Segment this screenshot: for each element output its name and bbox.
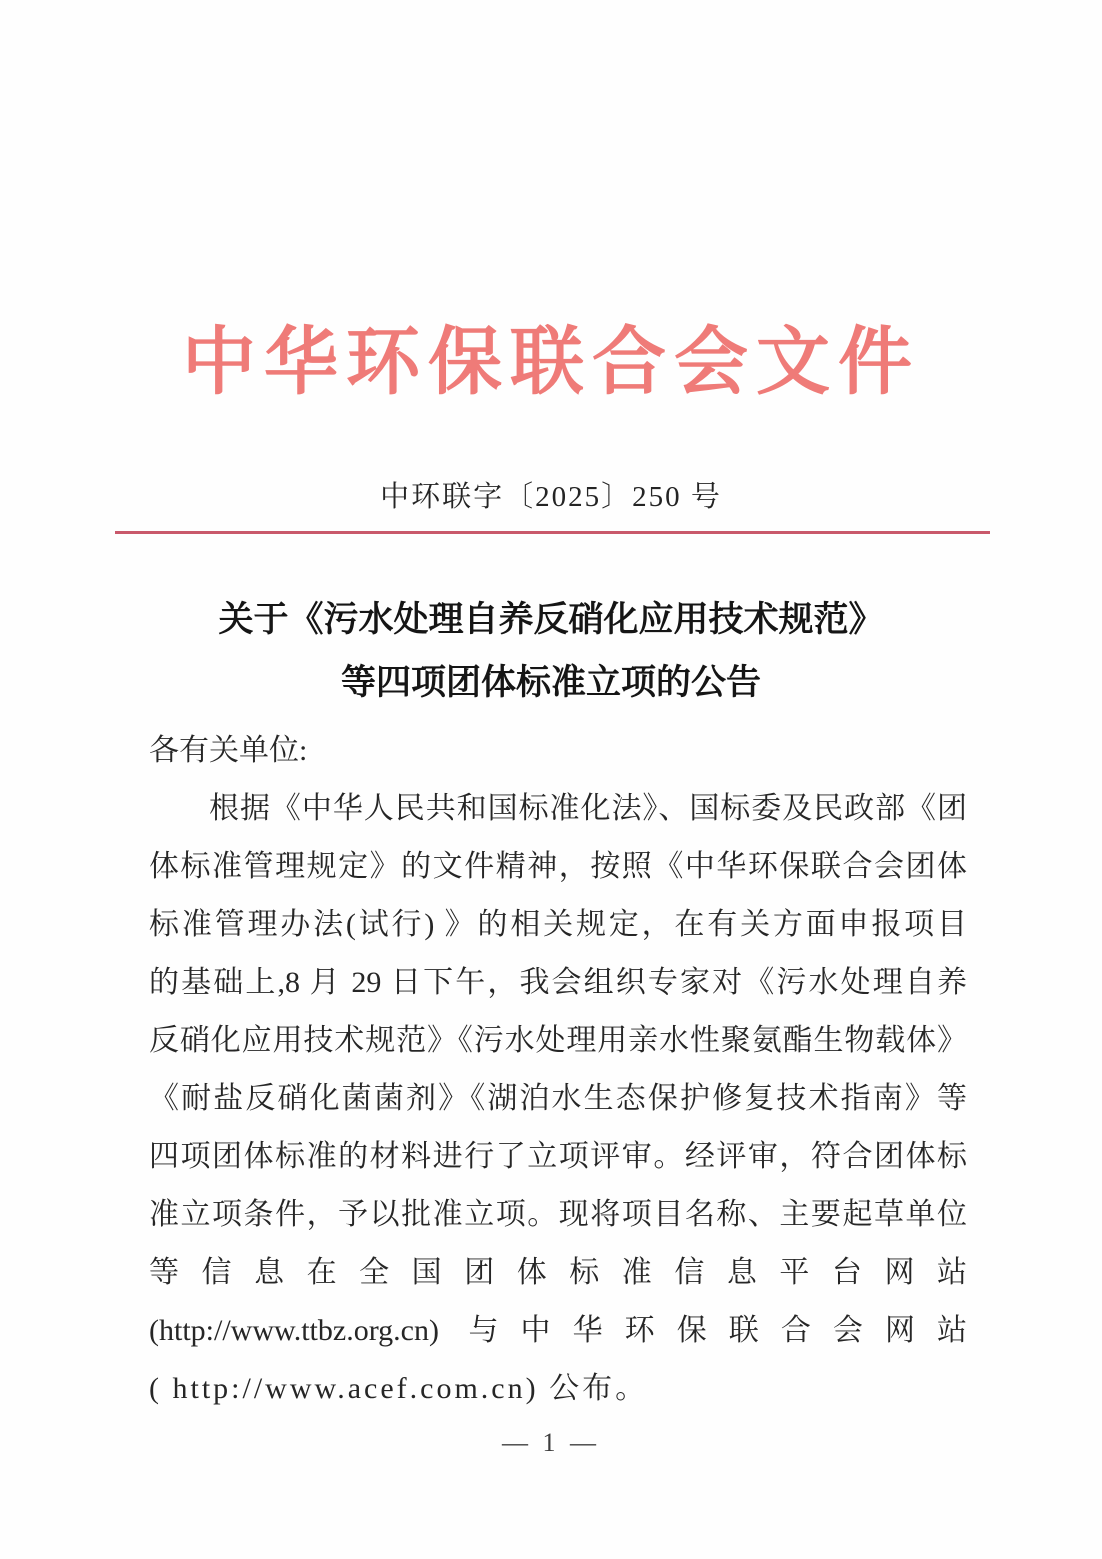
document-title xyxy=(0,588,1102,714)
body-line: 反硝化应用技术规范》《污水处理用亲水性聚氨酯生物载体》 xyxy=(149,1024,967,1057)
document-body xyxy=(149,722,967,1418)
salutation: 各有关单位: xyxy=(149,734,308,767)
document-title-line2: 等四项团体标准立项的公告 xyxy=(340,663,761,702)
body-line: (http://www.ttbz.org.cn) 与中华环保联合会网站 xyxy=(149,1314,967,1347)
body-line: 标准管理办法(试行) 》的相关规定，在有关方面申报项目 xyxy=(149,908,967,941)
body-line: 根据《中华人民共和国标准化法》、国标委及民政部《团 xyxy=(209,792,967,825)
red-divider-rule xyxy=(115,531,990,534)
body-line: 的基础上,8 月 29 日下午，我会组织专家对《污水处理自养 xyxy=(149,966,967,999)
page-number: — 1 — xyxy=(502,1428,600,1457)
document-number: 中环联字〔2025〕250 号 xyxy=(380,481,722,513)
body-line: 体标准管理规定》的文件精神，按照《中华环保联合会团体 xyxy=(149,850,967,883)
body-line: 四项团体标准的材料进行了立项评审。经评审，符合团体标 xyxy=(149,1140,967,1173)
body-line: ( http://www.acef.com.cn) 公布。 xyxy=(149,1372,649,1405)
letterhead-title: 中华环保联合会文件 xyxy=(182,322,920,404)
document-title-line1: 关于《污水处理自养反硝化应用技术规范》 xyxy=(218,600,884,639)
body-line: 准立项条件，予以批准立项。现将项目名称、主要起草单位 xyxy=(149,1198,967,1231)
body-line: 等信息在全国团体标准信息平台网站 xyxy=(149,1256,967,1289)
body-line: 《耐盐反硝化菌菌剂》《湖泊水生态保护修复技术指南》等 xyxy=(149,1082,967,1115)
